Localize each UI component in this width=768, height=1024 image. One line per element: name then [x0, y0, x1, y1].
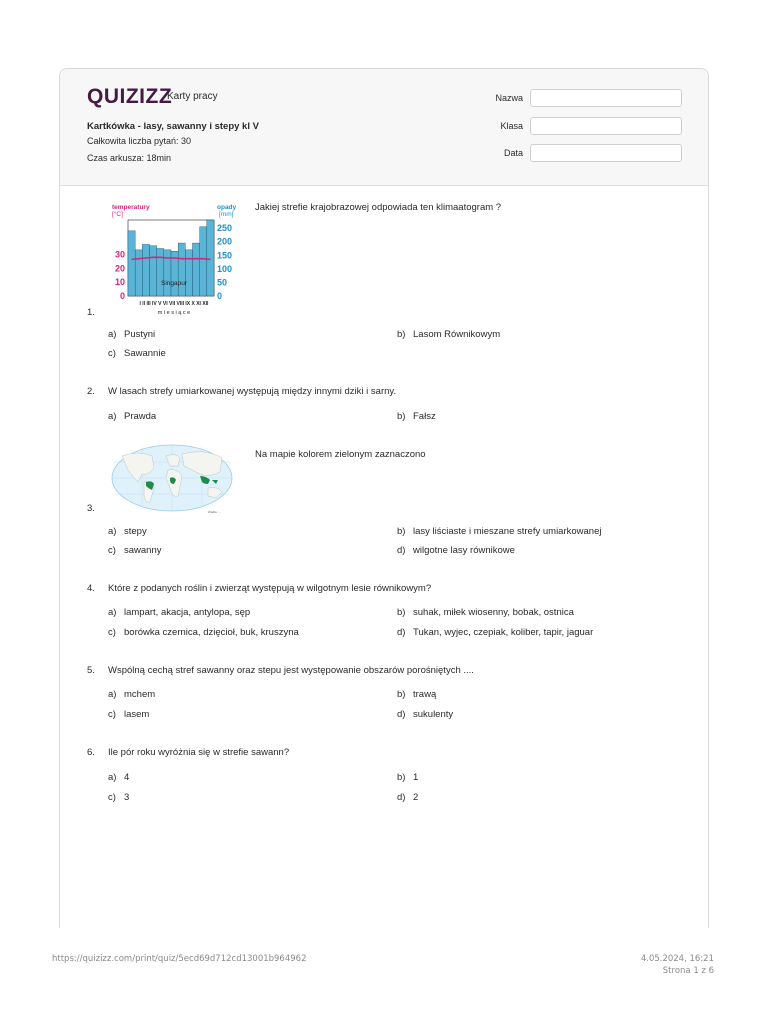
right-tick-label: 0: [217, 291, 223, 301]
right-axis-unit: [mm]: [219, 211, 234, 218]
class-label: Klasa: [500, 121, 523, 131]
question-2-text: W lasach strefy umiarkowanej występują między innymi dziki i sarny.: [108, 386, 397, 397]
question-6-text: Ile pór roku wyróżnia się w strefie sawann?: [108, 747, 290, 758]
map-caption: Źródło: ...: [208, 510, 221, 514]
right-tick-label: 250: [217, 223, 233, 234]
months-label: m i e s i ą c e: [157, 310, 191, 316]
left-tick-label: 20: [114, 263, 125, 274]
question-1-option-c[interactable]: c) Sawannie: [108, 348, 166, 359]
question-1-number: 1.: [87, 307, 95, 318]
date-field[interactable]: [530, 144, 682, 162]
place-label: Singapur: [160, 280, 188, 287]
world-map-image: [108, 442, 236, 518]
question-1-option-b[interactable]: b) Lasom Równikowym: [397, 329, 501, 340]
print-url[interactable]: https://quizizz.com/print/quiz/5ecd69d712cd13001b964962: [52, 954, 307, 964]
question-5-text: Wspólną cechą stref sawanny oraz stepu jest występowanie obszarów porośniętych ....: [108, 665, 474, 676]
left-axis-unit: [°C]: [112, 211, 123, 218]
months-roman: I II III IV V VI VII VIII IX X XI XII: [139, 301, 209, 307]
question-4-text: Które z podanych roślin i zwierząt występują w wilgotnym lesie równikowym?: [108, 583, 432, 594]
question-3-number: 3.: [87, 503, 95, 514]
question-6-number: 6.: [87, 747, 95, 758]
question-4-number: 4.: [87, 583, 95, 594]
right-axis-title: opady: [217, 204, 237, 211]
date-label: Data: [503, 148, 523, 158]
question-4-option-d[interactable]: d) Tukan, wyjec, czepiak, koliber, tapir, jaguar: [397, 627, 594, 638]
right-tick-label: 150: [217, 250, 233, 261]
precipitation-bar: [135, 250, 142, 296]
question-2-option-b[interactable]: b) Fałsz: [397, 411, 436, 422]
right-tick-label: 200: [217, 236, 233, 247]
precipitation-bar: [207, 220, 214, 296]
question-3-option-c[interactable]: c) sawanny: [108, 545, 162, 556]
precipitation-bar: [150, 246, 157, 296]
left-tick-label: 30: [114, 249, 125, 260]
name-field[interactable]: [530, 89, 682, 107]
print-date: 4.05.2024, 16:21: [640, 954, 714, 964]
question-4-option-b[interactable]: b) suhak, miłek wiosenny, bobak, ostnica: [397, 607, 574, 618]
question-1-option-a[interactable]: a) Pustyni: [108, 329, 156, 340]
precipitation-bar: [200, 227, 207, 296]
question-2-option-a[interactable]: a) Prawda: [108, 411, 157, 422]
precipitation-bar: [142, 244, 149, 296]
precipitation-bar: [193, 243, 200, 296]
right-tick-label: 100: [217, 263, 233, 274]
quiz-title: Kartkówka - lasy, sawanny i stepy kl V: [87, 121, 259, 132]
climatogram-chart: [108, 200, 248, 318]
right-tick-label: 50: [217, 277, 228, 288]
name-label: Nazwa: [495, 93, 523, 103]
question-3-option-a[interactable]: a) stepy: [108, 526, 147, 537]
left-tick-label: 10: [114, 277, 125, 288]
left-axis-title: temperatury: [112, 204, 150, 211]
class-field[interactable]: [530, 117, 682, 135]
question-3-text: Na mapie kolorem zielonym zaznaczono: [255, 449, 426, 460]
question-5-number: 5.: [87, 665, 95, 676]
quizizz-logo: QUIZIZZ: [87, 85, 173, 108]
total-questions: Całkowita liczba pytań: 30: [87, 136, 192, 146]
precipitation-bar: [157, 249, 164, 297]
question-5-option-b[interactable]: b) trawą: [397, 689, 437, 700]
precipitation-bar: [128, 231, 135, 296]
worksheet-type-label: Karty pracy: [167, 91, 218, 102]
question-6-option-b[interactable]: b) 1: [397, 772, 419, 783]
question-6-option-c[interactable]: c) 3: [108, 792, 130, 803]
question-1-text: Jakiej strefie krajobrazowej odpowiada ten klimaatogram ?: [255, 202, 502, 213]
question-3-option-b[interactable]: b) lasy liściaste i mieszane strefy umiarkowanej: [397, 526, 602, 537]
question-4-option-a[interactable]: a) lampart, akacja, antylopa, sęp: [108, 607, 251, 618]
question-5-option-d[interactable]: d) sukulenty: [397, 709, 454, 720]
sheet-time: Czas arkusza: 18min: [87, 153, 172, 163]
question-5-option-a[interactable]: a) mchem: [108, 689, 156, 700]
worksheet-header: [60, 69, 708, 186]
left-tick-label: 0: [119, 291, 125, 301]
question-6-option-d[interactable]: d) 2: [397, 792, 419, 803]
question-6-option-a[interactable]: a) 4: [108, 772, 130, 783]
precipitation-bar: [185, 250, 192, 296]
question-2-number: 2.: [87, 386, 95, 397]
precipitation-bar: [178, 243, 185, 296]
question-5-option-c[interactable]: c) lasem: [108, 709, 150, 720]
page-number: Strona 1 z 6: [662, 966, 714, 976]
question-3-option-d[interactable]: d) wilgotne lasy równikowe: [397, 545, 515, 556]
question-4-option-c[interactable]: c) borówka czernica, dzięcioł, buk, kruszyna: [108, 627, 299, 638]
precipitation-bar: [164, 250, 171, 296]
